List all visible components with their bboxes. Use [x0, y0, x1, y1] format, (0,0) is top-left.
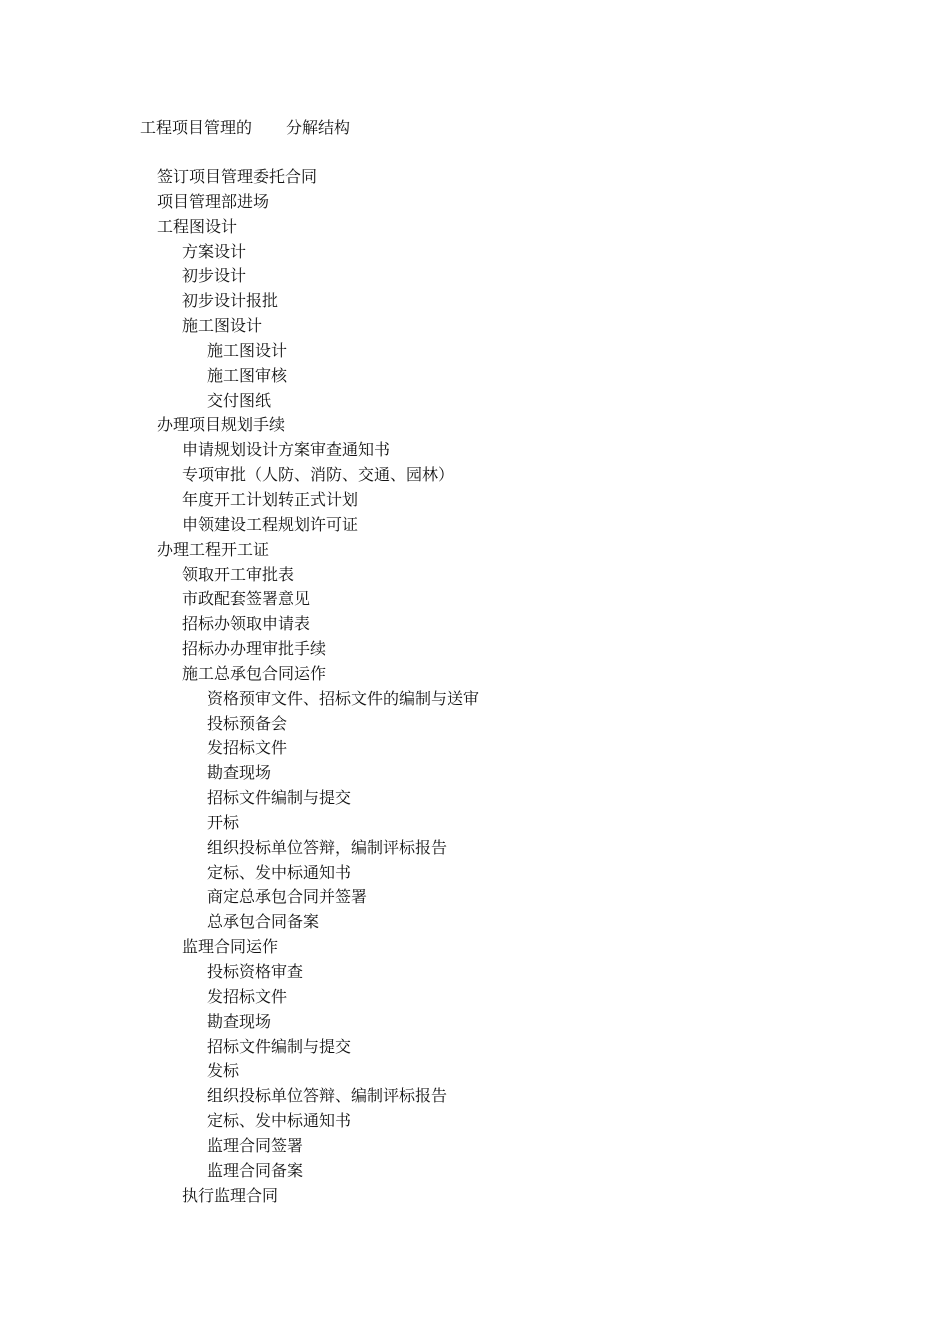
outline-item-level-3: 总承包合同备案 — [207, 912, 320, 932]
outline-item-level-2: 施工图设计 — [182, 316, 263, 336]
page-title — [140, 116, 350, 140]
outline-item-level-3: 商定总承包合同并签署 — [207, 887, 368, 907]
outline-item-level-3: 定标、发中标通知书 — [207, 862, 352, 882]
page-title-part-1: 工程项目管理的 — [140, 118, 253, 137]
outline-item-level-2: 申领建设工程规划许可证 — [182, 514, 359, 534]
outline-item-level-3: 投标预备会 — [207, 713, 288, 733]
outline-item-level-3: 交付图纸 — [207, 390, 272, 410]
outline-item-level-3: 定标、发中标通知书 — [207, 1111, 352, 1131]
outline-item-level-3: 勘查现场 — [207, 763, 272, 783]
outline-item-level-2: 施工总承包合同运作 — [182, 663, 327, 683]
outline-item-level-2: 初步设计报批 — [182, 291, 279, 311]
outline-item-level-3: 施工图审核 — [207, 365, 288, 385]
outline-item-level-2: 监理合同运作 — [182, 937, 279, 957]
outline-item-level-3: 招标文件编制与提交 — [207, 788, 352, 808]
outline-item-level-2: 领取开工审批表 — [182, 564, 295, 584]
outline-item-level-1: 签订项目管理委托合同 — [157, 167, 318, 186]
outline-item-level-3: 招标文件编制与提交 — [207, 1036, 352, 1056]
outline-item-level-2: 招标办领取申请表 — [182, 614, 311, 634]
outline-item-level-3: 组织投标单位答辩、编制评标报告 — [207, 1086, 448, 1106]
outline-item-level-3: 投标资格审查 — [207, 962, 304, 981]
outline-item-level-3: 监理合同签署 — [207, 1135, 304, 1155]
outline-item-level-2: 初步设计 — [182, 266, 247, 286]
outline-item-level-1: 办理工程开工证 — [157, 539, 270, 559]
outline-item-level-1: 办理项目规划手续 — [157, 415, 286, 435]
outline-item-level-2: 方案设计 — [182, 241, 247, 261]
outline-item-level-3: 开标 — [207, 812, 240, 832]
outline-item-level-2: 招标办办理审批手续 — [182, 639, 327, 659]
outline-item-level-2: 执行监理合同 — [182, 1185, 279, 1205]
outline-item-level-2: 专项审批（人防、消防、交通、园林） — [182, 465, 455, 485]
outline-item-level-2: 申请规划设计方案审查通知书 — [182, 440, 391, 460]
outline-item-level-3: 施工图设计 — [207, 340, 288, 360]
outline-item-level-3: 资格预审文件、招标文件的编制与送审 — [207, 688, 480, 708]
outline-item-level-3: 组织投标单位答辩，编制评标报告 — [207, 837, 448, 857]
outline-item-level-1: 项目管理部进场 — [157, 191, 270, 211]
page-title-part-2: 分解结构 — [286, 118, 351, 137]
outline-item-level-2: 市政配套签署意见 — [182, 589, 311, 609]
outline-item-level-3: 监理合同备案 — [207, 1160, 304, 1180]
outline-item-level-3: 发标 — [207, 1061, 240, 1081]
outline-item-level-3: 发招标文件 — [207, 986, 288, 1006]
outline-item-level-3: 发招标文件 — [207, 738, 288, 758]
outline-item-level-1: 工程图设计 — [157, 216, 238, 236]
breakdown-outline — [157, 165, 479, 1208]
outline-item-level-3: 勘查现场 — [207, 1011, 272, 1031]
outline-item-level-2: 年度开工计划转正式计划 — [182, 489, 359, 509]
